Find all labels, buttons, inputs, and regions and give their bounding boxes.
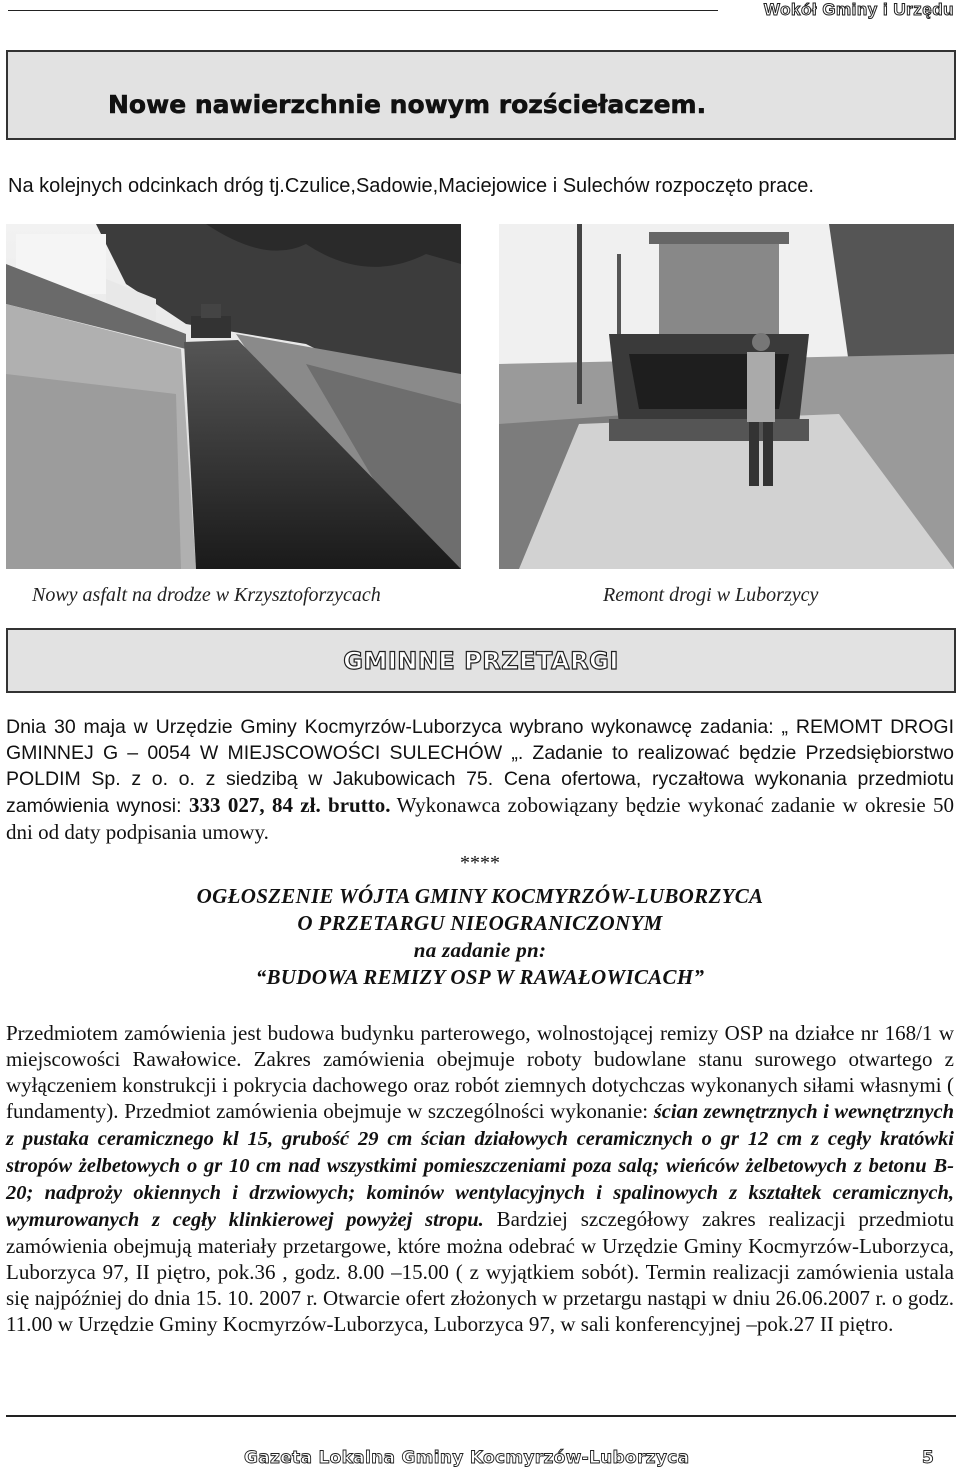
- tender-result-paragraph: [6, 714, 954, 845]
- photo-new-asphalt: [6, 224, 461, 569]
- scope-of-work: ścian zewnętrznych i wewnętrznych z pustaka ceramicznego kl 15, grubość 29 cm ścian działowych ceramicznych o gr 12 cm z cegły kratówki stropów żelbetowych o gr 10 cm nad wszystkimi pomieszczeniami poza salą; wieńców żelbetowych z betonu B-20; nadproży okiennych i drzwiowych; kominów wentylacyjnych i spalinowych z kształtek ceramicznych, wymurowanych z cegły klinkierowej powyżej stropu.: [6, 1101, 954, 1231]
- photo-caption: Remont drogi w Luborzycy: [603, 584, 819, 606]
- announcement-heading: na zadanie pn:: [413, 938, 547, 962]
- page-number: 5: [922, 1448, 934, 1468]
- announcement-heading: “BUDOWA REMIZY OSP W RAWAŁOWICACH”: [255, 965, 705, 989]
- header-rule: [8, 10, 718, 11]
- description-text-continued: Bardziej szczegółowy zakres realizacji przedmiotu zamówienia obejmują materiały przetargowe, które można odebrać w Urzędzie Gminy Kocmyrzów-Luborzyca, Luborzyca 97, II piętro, pok.36 , godz. 8.00 –15.00 ( z wyjątkiem sobót). Termin realizacji zamówienia ustala się najpóźniej do dnia 15. 10. 2007 r. Otwarcie ofert złożonych w przetargu nastąpi w dniu 26.06.2007 r. o godz. 11.00 w Urzędzie Gminy Kocmyrzów-Luborzyca, Luborzyca 97, w sali konferencyjnej –pok.27 II piętro.: [6, 1207, 954, 1336]
- section-header: Wokół Gminy i Urzędu: [763, 0, 954, 19]
- contract-amount: 333 027, 84 zł. brutto.: [189, 793, 391, 817]
- tender-deadline-text: Wykonawca zobowiązany będzie wykonać zadanie w okresie 50 dni od daty podpisania umowy.: [6, 793, 955, 844]
- announcement-heading: O PRZETARGU NIEOGRANICZONYM: [297, 911, 663, 935]
- article-intro: Na kolejnych odcinkach dróg tj.Czulice,Sadowie,Maciejowice i Sulechów rozpoczęto prace.: [8, 175, 814, 197]
- photo-caption: Nowy asfalt na drodze w Krzysztoforzycach: [32, 584, 381, 606]
- section-title: GMINNE PRZETARGI: [343, 647, 619, 675]
- tender-result-text: Dnia 30 maja w Urzędzie Gminy Kocmyrzów-Luborzyca wybrano wykonawcę zadania: „ REMOMT DROGI GMINNEJ G – 0054 W MIEJSCOWOŚCI SULECHÓW „. Zadanie to realizować będzie Przedsiębiorstwo POLDIM Sp. z o. o. z siedzibą w Jakubowicach 75. Cena ofertowa, ryczałtowa wykonania przedmiotu zamówienia wynosi:: [6, 716, 954, 817]
- article-title: Nowe nawierzchnie nowym rozściełaczem.: [108, 90, 707, 119]
- section-title-box: [6, 628, 956, 693]
- photo-road-paver: [499, 224, 954, 569]
- article-title-box: [6, 50, 956, 140]
- tender-description-paragraph: [6, 1020, 954, 1337]
- description-text: Przedmiotem zamówienia jest budowa budynku parterowego, wolnostojącej remizy OSP na działce nr 168/1 w miejscowości Rawałowice. Zakres zamówienia obejmuje roboty budowlane stanu surowego otwartego z wyłączeniem konstrukcji i pokrycia dachowego oraz robót ziemnych dotychczas wykonanych siłami własnymi ( fundamenty). Przedmiot zamówienia obejmuje w szczególności wykonanie:: [6, 1021, 954, 1123]
- separator: ****: [460, 852, 500, 874]
- footer-title: Gazeta Lokalna Gminy Kocmyrzów-Luborzyca: [244, 1448, 690, 1468]
- announcement-heading: OGŁOSZENIE WÓJTA GMINY KOCMYRZÓW-LUBORZYCA: [196, 884, 764, 908]
